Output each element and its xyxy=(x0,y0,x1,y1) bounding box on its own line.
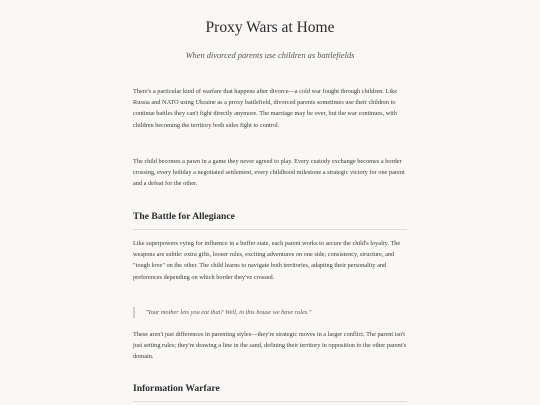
section-paragraph-2: These aren't just differences in parenting styles—they're strategic moves in a larger conflict. The parent isn't just setting rules; they're drawing a line in the sand, defining their territory in opposition to the other parent's domain. xyxy=(133,331,407,361)
pull-quote: "Your mother lets you eat that? Well, in this house we have rules." xyxy=(133,307,409,318)
section-heading-information-warfare: Information Warfare xyxy=(133,383,220,394)
section-divider xyxy=(133,401,407,402)
article-title: Proxy Wars at Home xyxy=(205,19,335,36)
section-paragraph-1: Like superpowers vying for influence in a buffer state, each parent works to secure the child's loyalty. The weapons are subtle: extra gifts, looser rules, exciting adventures on one side; consistency, structure, and "tough love" on the other. The child learns to navigate both territories, adapting their personality and preferences depending on which border they've crossed. xyxy=(133,240,401,281)
intro-paragraph-1: There's a particular kind of warfare that happens after divorce—a cold war fought through children. Like Russia and NATO using Ukraine as a proxy battlefield, divorced parents sometimes use their children to continue battles they can't fight directly anymore. The marriage may be over, but the war continues, with children becoming the territory both sides fight to control. xyxy=(133,88,398,129)
intro-paragraph-2: The child becomes a pawn in a game they never agreed to play. Every custody exchange becomes a border crossing, every holiday a negotiated settlement, every childhood milestone a strategic victory for one parent and a defeat for the other. xyxy=(133,158,405,188)
section-heading-battle-for-allegiance: The Battle for Allegiance xyxy=(133,211,235,222)
article-subtitle: When divorced parents use children as battlefields xyxy=(185,51,355,60)
section-divider xyxy=(133,229,407,230)
